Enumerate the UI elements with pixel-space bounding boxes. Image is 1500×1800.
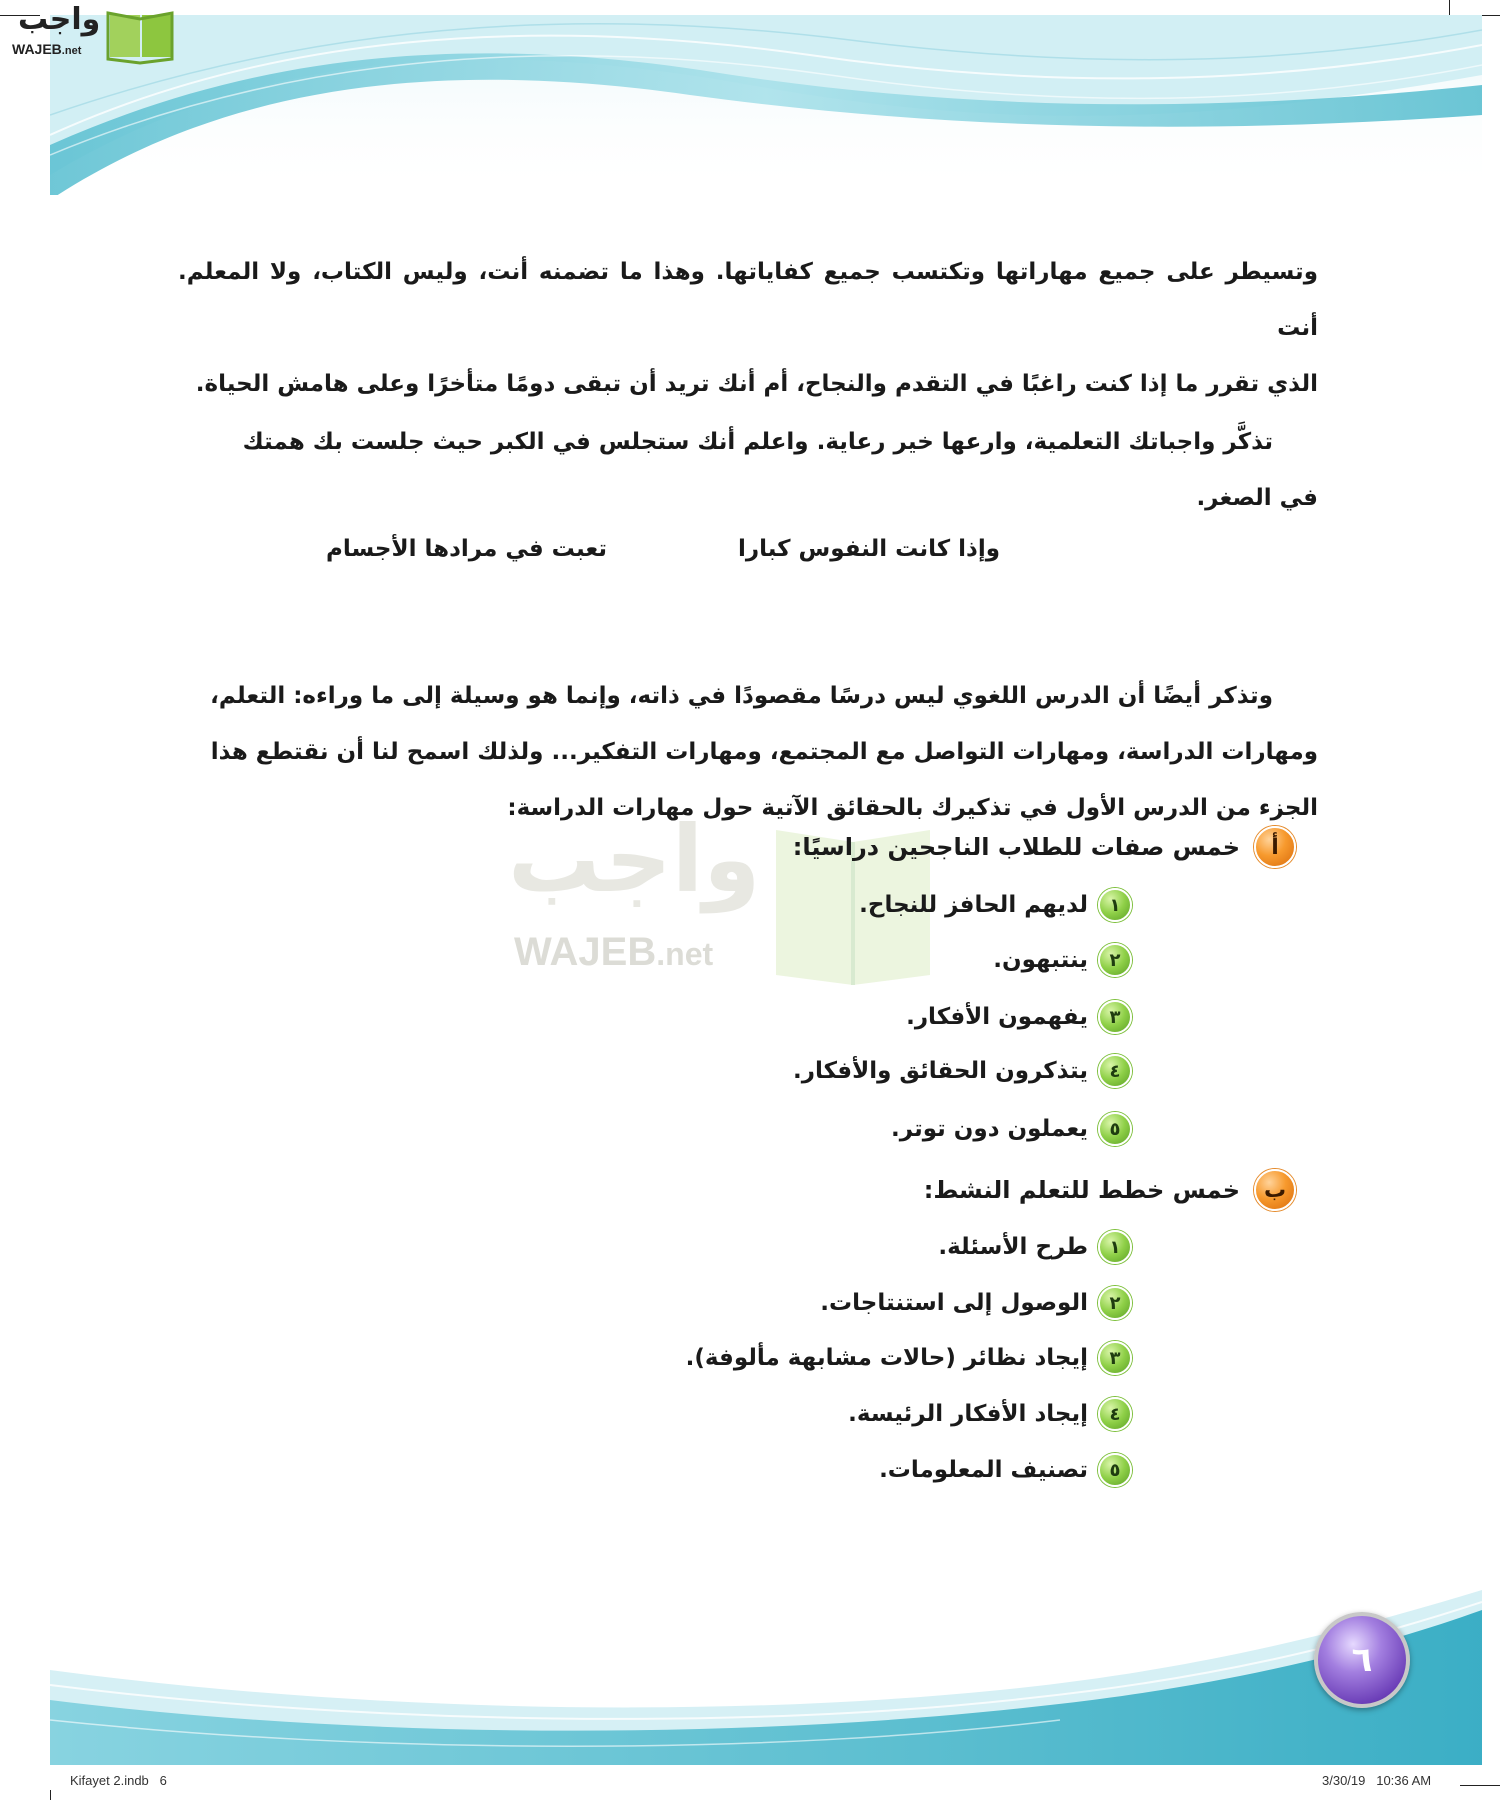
watermark-arabic: واجب [508, 806, 761, 913]
item-text: يفهمون الأفكار. [906, 1004, 1088, 1030]
watermark-latin [514, 930, 713, 975]
logo-latin-text [12, 41, 81, 57]
list-item [938, 1230, 1132, 1264]
item-number: ٢ [1098, 1286, 1132, 1320]
list-item [891, 1112, 1132, 1146]
crop-mark [50, 1790, 51, 1800]
paragraph-line: الذي تقرر ما إذا كنت راغبًا في التقدم والنجاح، أم أنك تريد أن تبقى دومًا متأخرًا وعلى هامش الحياة. [195, 371, 1318, 397]
footer-file-label: Kifayet 2.indb 6 [70, 1773, 167, 1788]
item-number: ٣ [1098, 1341, 1132, 1375]
item-number: ٣ [1098, 1000, 1132, 1034]
footer-timestamp: 3/30/19 10:36 AM [1322, 1773, 1432, 1788]
item-number: ١ [1098, 888, 1132, 922]
paragraph-1 [178, 244, 1318, 412]
section-b-title: خمس خطط للتعلم النشط: [923, 1176, 1240, 1204]
item-text: يعملون دون توتر. [891, 1116, 1088, 1142]
item-number: ٢ [1098, 943, 1132, 977]
logo-latin: WAJEB [12, 41, 62, 57]
paragraph-line: تذكَّر واجباتك التعلمية، وارعها خير رعاية. واعلم أنك ستجلس في الكبر حيث جلست بك همتك [242, 429, 1273, 455]
section-b-badge: ب [1254, 1169, 1296, 1211]
item-text: الوصول إلى استنتاجات. [820, 1290, 1088, 1316]
item-number: ٥ [1098, 1112, 1132, 1146]
page-number-badge: ٦ [1314, 1612, 1410, 1708]
top-wave-decoration [50, 15, 1482, 195]
crop-mark [1460, 1785, 1500, 1786]
logo-suffix: .net [61, 45, 82, 57]
section-a-title: خمس صفات للطلاب الناجحين دراسيًا: [792, 833, 1240, 861]
watermark-suffix: .net [656, 936, 714, 972]
item-number: ٤ [1098, 1397, 1132, 1431]
item-number: ١ [1098, 1230, 1132, 1264]
section-a-heading [793, 826, 1296, 868]
list-item [793, 1054, 1132, 1088]
logo-arabic-text: واجب [18, 2, 101, 37]
list-item [686, 1341, 1132, 1375]
section-a-badge: أ [1254, 826, 1296, 868]
bottom-wave-decoration [50, 1590, 1482, 1765]
item-number: ٥ [1098, 1453, 1132, 1487]
list-item [820, 1286, 1132, 1320]
list-item [993, 943, 1132, 977]
paragraph-line: وتذكر أيضًا أن الدرس اللغوي ليس درسًا مقصودًا في ذاته، وإنما هو وسيلة إلى ما وراءه: التعلم، [210, 683, 1273, 709]
paragraph-line: وتسيطر على جميع مهاراتها وتكتسب جميع كفاياتها. وهذا ما تضمنه أنت، وليس الكتاب، ولا المعلم. أنت [178, 259, 1318, 341]
verse-second-hemistich: تعبت في مرادها الأجسام [326, 536, 608, 562]
section-b-heading [924, 1169, 1296, 1211]
item-text: إيجاد الأفكار الرئيسة. [848, 1401, 1088, 1427]
verse-first-hemistich: وإذا كانت النفوس كبارا [738, 536, 1001, 562]
item-text: ينتبهون. [993, 947, 1088, 973]
item-text: طرح الأسئلة. [938, 1234, 1088, 1260]
paragraph-line: الجزء من الدرس الأول في تذكيرك بالحقائق الآتية حول مهارات الدراسة: [507, 795, 1318, 821]
list-item [859, 888, 1132, 922]
item-text: يتذكرون الحقائق والأفكار. [793, 1058, 1088, 1084]
paragraph-2 [178, 414, 1318, 526]
item-number: ٤ [1098, 1054, 1132, 1088]
watermark-latin-text: WAJEB [514, 930, 657, 974]
item-text: إيجاد نظائر (حالات مشابهة مألوفة). [685, 1345, 1088, 1371]
list-item [848, 1397, 1132, 1431]
item-text: لديهم الحافز للنجاح. [859, 892, 1088, 918]
list-item [879, 1453, 1132, 1487]
list-item [906, 1000, 1132, 1034]
paragraph-line: في الصغر. [1196, 485, 1318, 511]
paragraph-line: ومهارات الدراسة، ومهارات التواصل مع المجتمع، ومهارات التفكير... ولذلك اسمح لنا أن نقتطع هذا [210, 739, 1318, 765]
item-text: تصنيف المعلومات. [879, 1457, 1088, 1483]
